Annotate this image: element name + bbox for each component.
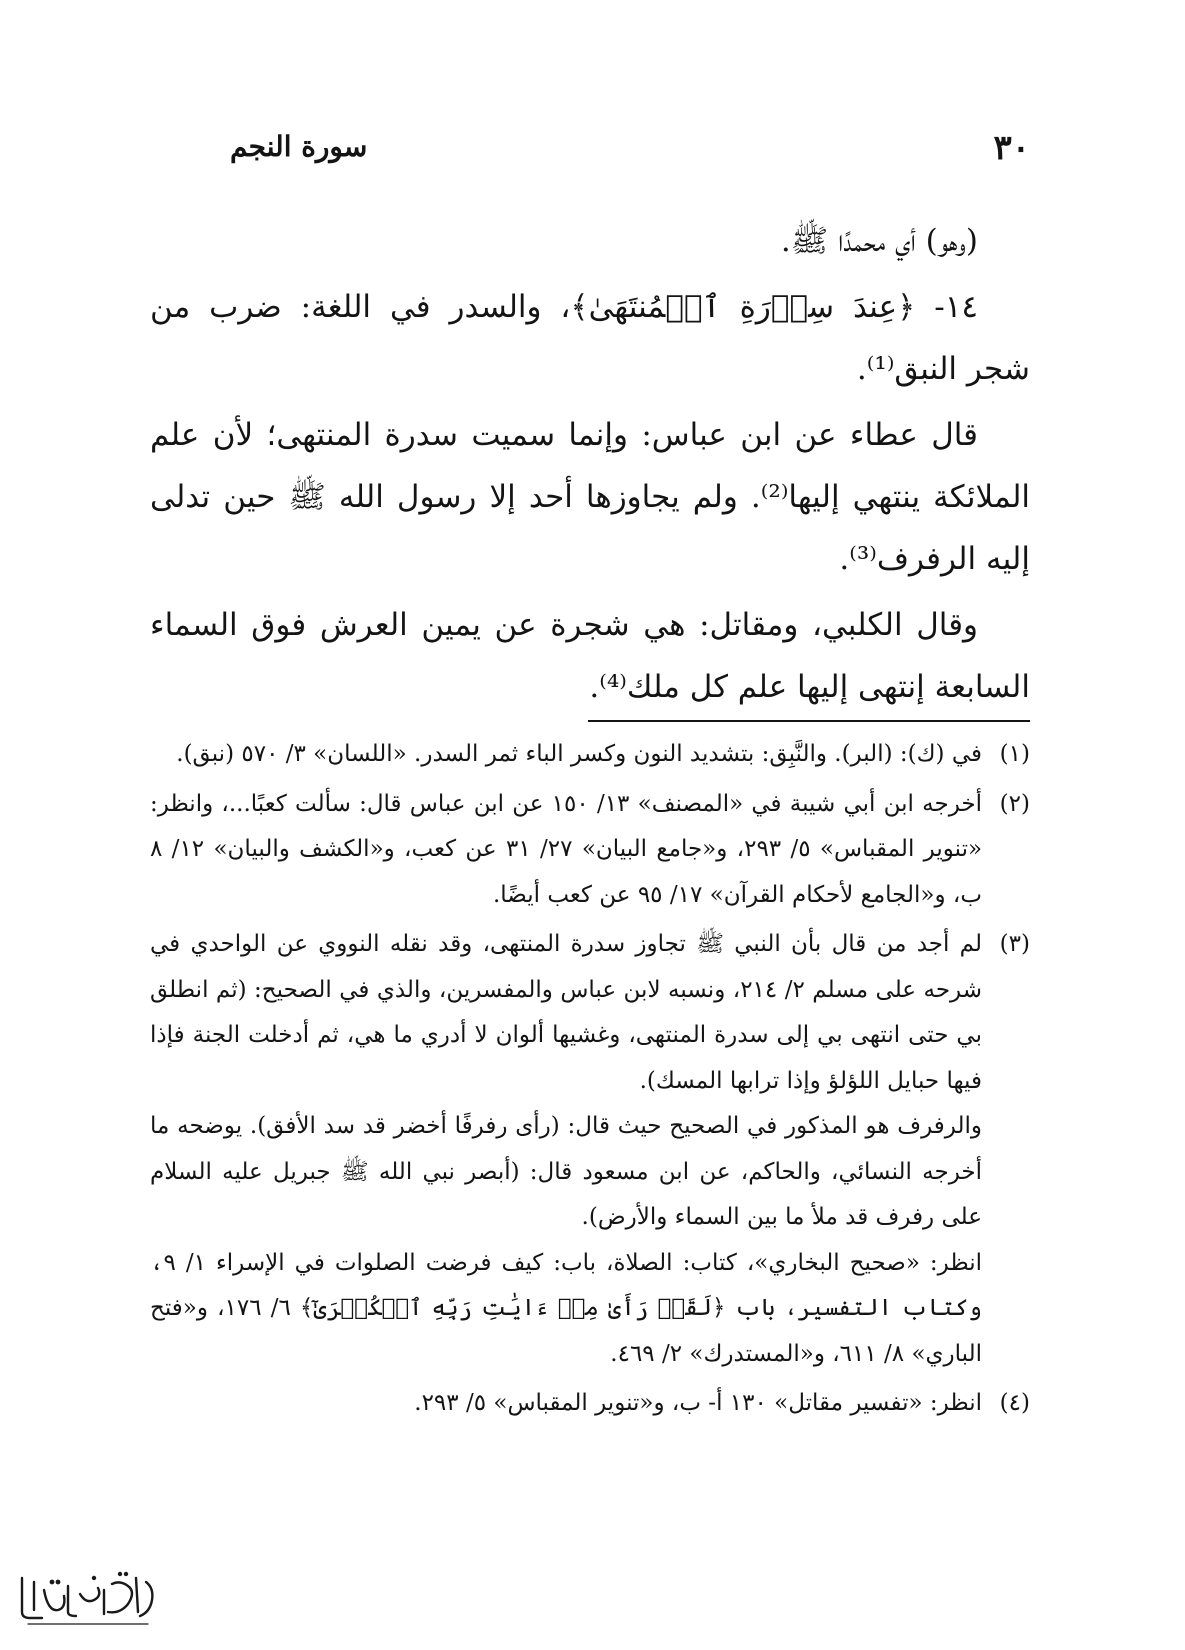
footnote-body — [150, 1381, 982, 1427]
page-header — [150, 128, 1030, 168]
footnote — [150, 782, 1030, 919]
footnote — [150, 922, 1030, 1377]
footnote-body — [150, 732, 982, 778]
watermark-logo-svg — [8, 1560, 168, 1630]
footnote-text: في (ك): (البر). والنَّبِق: بتشديد النون وكسر الباء ثمر السدر. «اللسان» ٣/ ٥٧٠ (نبق). — [176, 741, 982, 767]
footnote-number: (٤) — [999, 1390, 1030, 1416]
page-number: ٣٠ — [993, 128, 1030, 168]
footnotes — [150, 732, 1030, 1431]
footnote-body — [150, 922, 982, 1377]
footnote-divider — [588, 720, 1030, 722]
calligraphy-logo-icon — [8, 1560, 168, 1630]
footnote-number: (٢) — [999, 790, 1030, 817]
body-paragraph: وقال الكلبي، ومقاتل: هي شجرة عن يمين العرش فوق السماء السابعة إنتهى إليها علم كل ملك⁽⁴⁾. — [150, 607, 1030, 705]
footnote-body — [150, 782, 982, 919]
footnote-text: لم أجد من قال بأن النبي ﷺ تجاوز سدرة المنتهى، وقد نقله النووي عن الواحدي في شرحه على مسلم ٢/ ٢١٤، ونسبه لابن عباس والمفسرين، والذي في الصحيح: (ثم انطلق بي حتى انتهى بي إلى سدرة المنتهى، وغشيها ألوان لا أدري ما هي، ثم أدخلت الجنة فإذا فيها حبايل اللؤلؤ وإذا ترابها المسك). — [150, 931, 982, 1094]
body-paragraph: (وهو) أي محمدًا ﷺ. — [780, 223, 978, 259]
footnote — [150, 1381, 1030, 1427]
main-text — [150, 210, 1030, 722]
body-paragraph: قال عطاء عن ابن عباس: وإنما سميت سدرة المنتهى؛ لأن علم الملائكة ينتهي إليها⁽²⁾. ولم يجاوزها أحد إلا رسول الله ﷺ حين تدلى إليه الرفرف⁽³⁾. — [150, 417, 1030, 577]
footnote-text: والرفرف هو المذكور في الصحيح حيث قال: (رأى رفرفًا أخضر قد سد الأفق). يوضحه ما أخرجه النسائي، والحاكم، عن ابن مسعود قال: (أبصر نبي الله ﷺ جبريل عليه السلام على رفرف قد ملأ ما بين السماء والأرض). — [150, 1113, 982, 1230]
footnote-text: أخرجه ابن أبي شيبة في «المصنف» ١٣/ ١٥٠ عن ابن عباس قال: سألت كعبًا...، وانظر: «تنوير المقباس» ٥/ ٢٩٣، و«جامع البيان» ٢٧/ ٣١ عن كعب، و«الكشف والبيان» ١٢/ ٨ ب، و«الجامع لأحكام القرآن» ١٧/ ٩٥ عن كعب أيضًا. — [150, 790, 983, 908]
running-title: سورة النجم — [230, 130, 368, 163]
body-paragraph: ١٤- ﴿عِندَ سِدۡرَةِ ٱلۡمُنتَهَىٰ﴾، والسدر في اللغة: ضرب من شجر النبق⁽¹⁾. — [150, 289, 1030, 387]
footnote-text: انظر: «صحيح البخاري»، كتاب: الصلاة، باب: كيف فرضت الصلوات في الإسراء ١/ ٩، وكتاب التفسير، باب ﴿لَقَدۡ رَأَىٰ مِنۡ ءَايَٰتِ رَبِّهِ ٱلۡكُبۡرَىٰٓ﴾ ٦/ ١٧٦، و«فتح الباري» ٨/ ٦١١، و«المستدرك» ٢/ ٤٦٩. — [150, 1249, 983, 1367]
footnote-number: (٣) — [999, 931, 1030, 957]
footnote — [150, 732, 1030, 778]
footnote-text: انظر: «تفسير مقاتل» ١٣٠ أ- ب، و«تنوير المقباس» ٥/ ٢٩٣. — [414, 1390, 982, 1416]
footnote-number: (١) — [999, 741, 1030, 767]
